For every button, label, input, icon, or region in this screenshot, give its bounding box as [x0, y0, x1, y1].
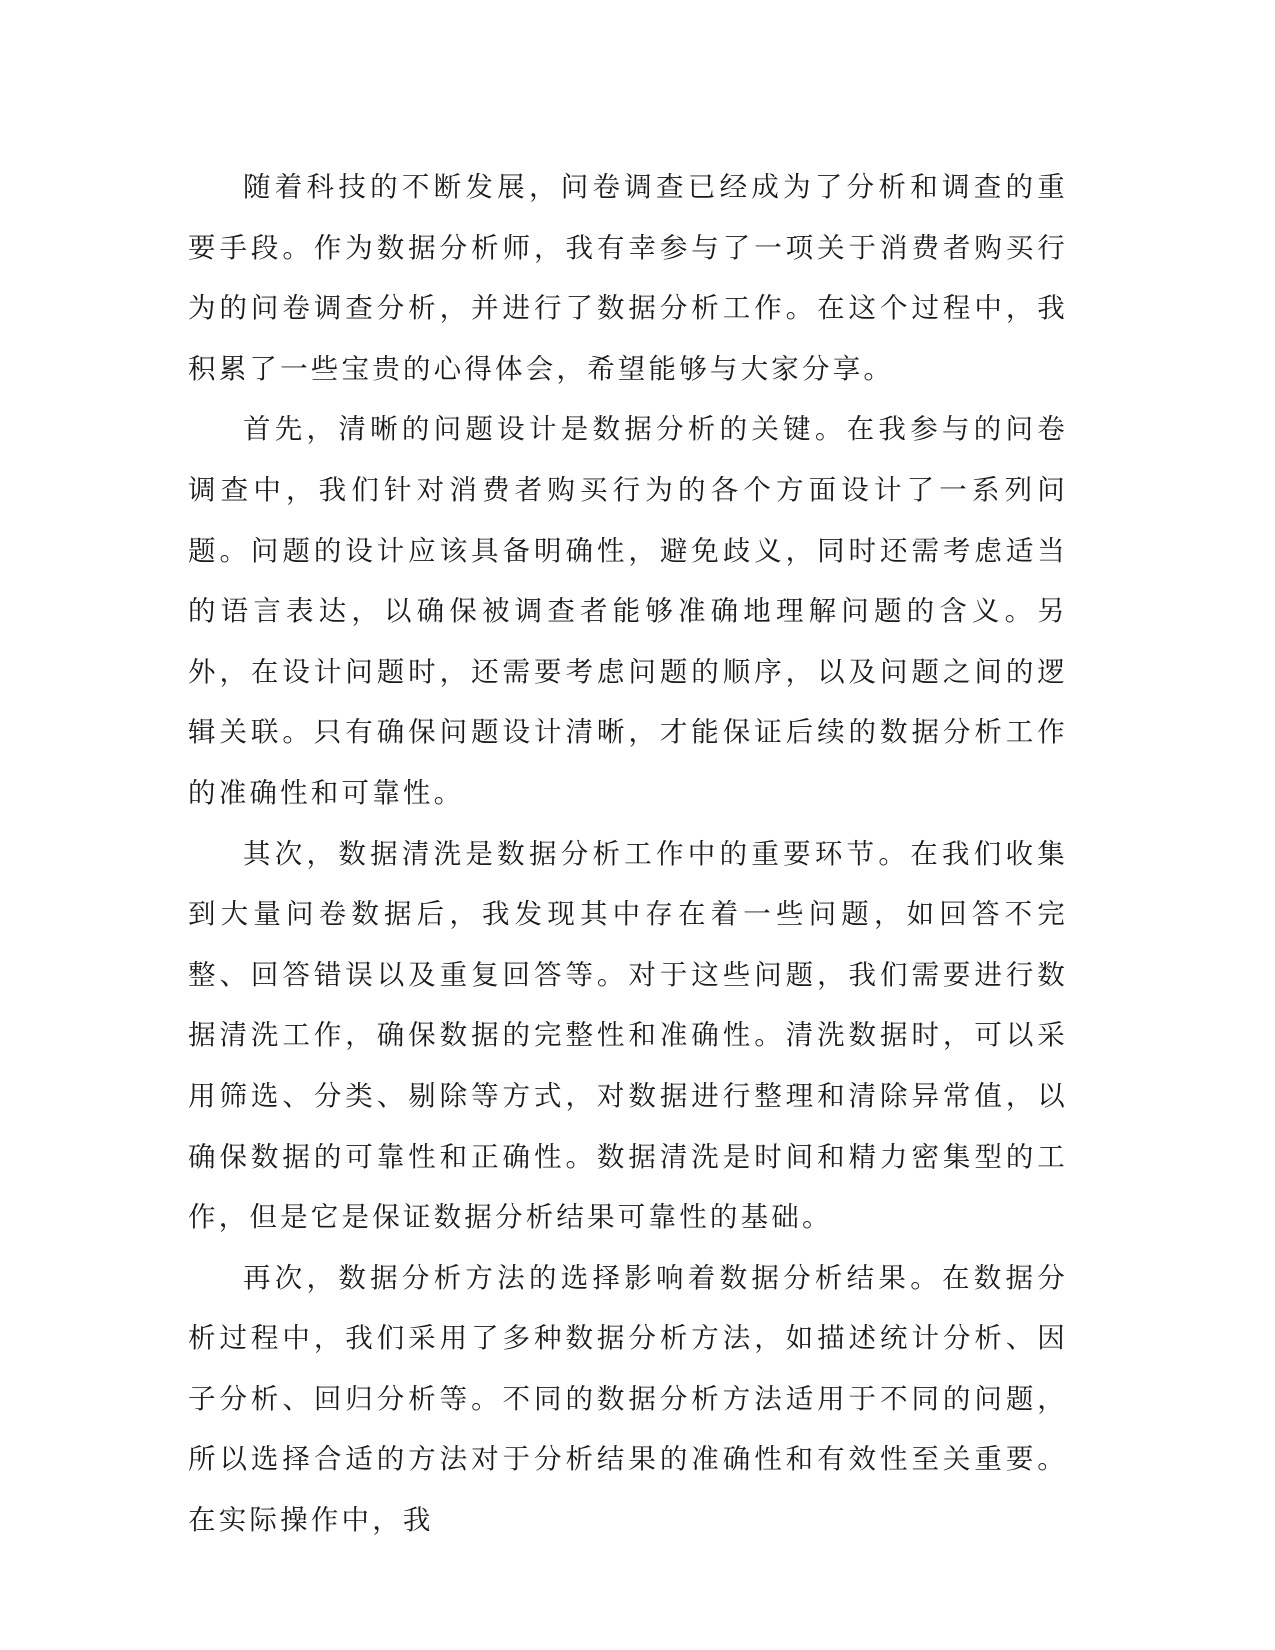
paragraph-data-cleaning: 其次，数据清洗是数据分析工作中的重要环节。在我们收集到大量问卷数据后，我发现其中存在着一些问题，如回答不完整、回答错误以及重复回答等。对于这些问题，我们需要进行数据清洗工作，确保数据的完整性和准确性。清洗数据时，可以采用筛选、分类、剔除等方式，对数据进行整理和清除异常值，以确保数据的可靠性和正确性。数据清洗是时间和精力密集型的工作，但是它是保证数据分析结果可靠性的基础。 [188, 837, 1068, 1234]
paragraph-intro: 随着科技的不断发展，问卷调查已经成为了分析和调查的重要手段。作为数据分析师，我有幸参与了一项关于消费者购买行为的问卷调查分析，并进行了数据分析工作。在这个过程中，我积累了一些宝贵的心得体会，希望能够与大家分享。 [188, 171, 1068, 385]
document-body [188, 157, 1068, 1551]
paragraph-question-design: 首先，清晰的问题设计是数据分析的关键。在我参与的问卷调查中，我们针对消费者购买行为的各个方面设计了一系列问题。问题的设计应该具备明确性，避免歧义，同时还需考虑适当的语言表达，以确保被调查者能够准确地理解问题的含义。另外，在设计问题时，还需要考虑问题的顺序，以及问题之间的逻辑关联。只有确保问题设计清晰，才能保证后续的数据分析工作的准确性和可靠性。 [188, 413, 1068, 809]
paragraph-analysis-methods: 再次，数据分析方法的选择影响着数据分析结果。在数据分析过程中，我们采用了多种数据分析方法，如描述统计分析、因子分析、回归分析等。不同的数据分析方法适用于不同的问题，所以选择合适的方法对于分析结果的准确性和有效性至关重要。在实际操作中，我 [188, 1261, 1068, 1537]
